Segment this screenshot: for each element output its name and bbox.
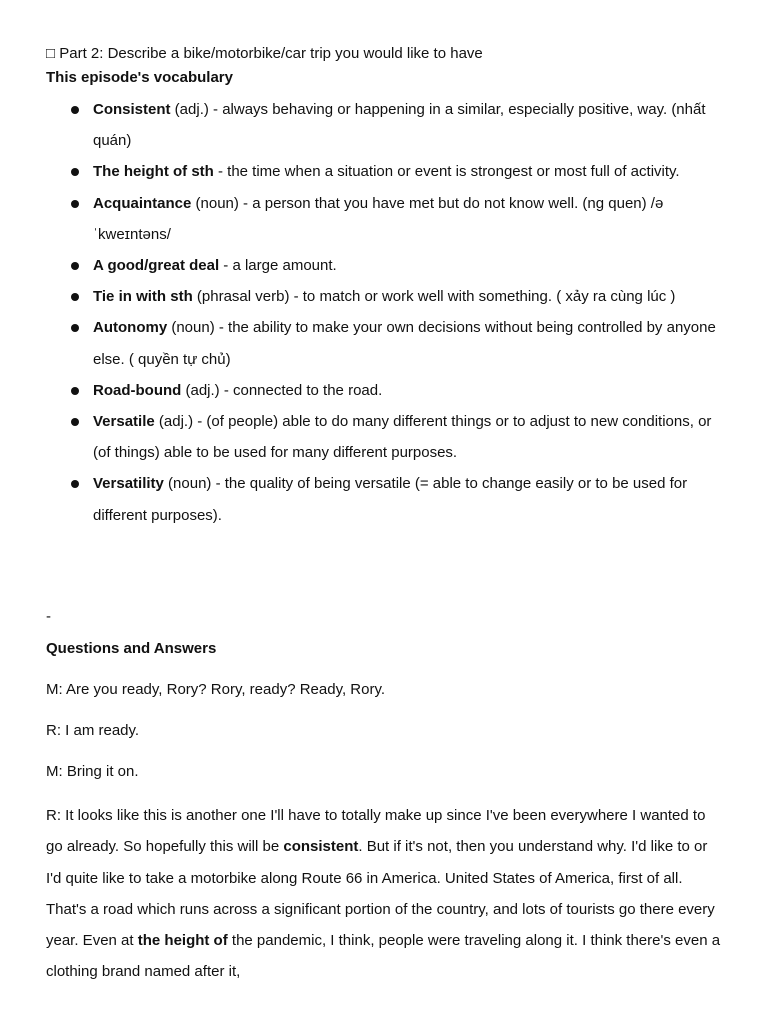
answer-text: R: It looks like this is another one I'll have to totally make up since I've been everywhere I wanted to go already. So hopefully this will be [46,807,706,856]
vocab-definition: (noun) - the ability to make your own decisions without being controlled by anyone else. ( quyền tự chủ) [93,319,716,368]
answer-text: . But if it's not, then you understand why. I'd like to or I'd quite like to take a motorbike along Route 66 in America. United States of America, first of all. That's a road which runs across a significant portion of the country, and lots of tourists go there every year. Even at [46,838,715,950]
part-heading: □ Part 2: Describe a bike/motorbike/car trip you would like to have [46,45,483,62]
dialogue-line: R: I am ready. [46,722,140,739]
answer-keyword: consistent [283,838,359,856]
vocab-item [0,312,768,374]
vocab-item [0,375,768,406]
vocab-term: Tie in with sth [93,288,193,306]
vocab-item [0,281,768,312]
vocab-definition: - a large amount. [219,257,337,275]
answer-keyword: the height of [137,932,228,950]
vocab-definition: (noun) - a person that you have met but do not know well. (ng quen) /əˈkweɪntəns/ [93,194,664,243]
vocab-item [0,468,768,530]
vocabulary-heading: This episode's vocabulary [46,69,233,86]
vocab-term: Versatile [93,413,155,431]
answer-paragraph [46,800,722,988]
vocab-definition: (adj.) - (of people) able to do many different things or to adjust to new conditions, or (of things) able to be used for many different purposes. [93,413,712,462]
vocab-term: The height of sth [93,163,214,181]
vocab-item [0,250,768,281]
vocab-definition: (noun) - the quality of being versatile (= able to change easily or to be used for different purposes). [93,475,688,524]
vocab-term: Versatility [93,475,164,493]
vocab-term: Consistent [93,101,171,118]
vocab-definition: (adj.) - always behaving or happening in a similar, especially positive, way. (nhất quán) [93,101,706,150]
vocab-item [0,94,768,156]
vocab-term: Autonomy [93,319,168,337]
vocab-term: Road-bound [93,381,182,399]
vocab-term: Acquaintance [93,194,192,212]
vocab-item [0,406,768,468]
answer-text: the pandemic, I think, people were traveling along it. I think there's even a clothing brand named after it, [46,932,721,981]
vocab-term: A good/great deal [93,257,220,275]
vocab-definition: (phrasal verb) - to match or work well with something. ( xảy ra cùng lúc ) [192,288,676,306]
vocab-definition: - the time when a situation or event is strongest or most full of activity. [213,163,680,181]
vocabulary-list [0,94,768,531]
vocab-item [0,188,768,250]
separator: - [46,608,51,625]
qa-heading: Questions and Answers [46,640,217,657]
vocab-definition: (adj.) - connected to the road. [181,381,383,399]
dialogue-line: M: Are you ready, Rory? Rory, ready? Ready, Rory. [46,681,386,698]
vocab-item [0,156,768,187]
dialogue-line: M: Bring it on. [46,763,139,780]
